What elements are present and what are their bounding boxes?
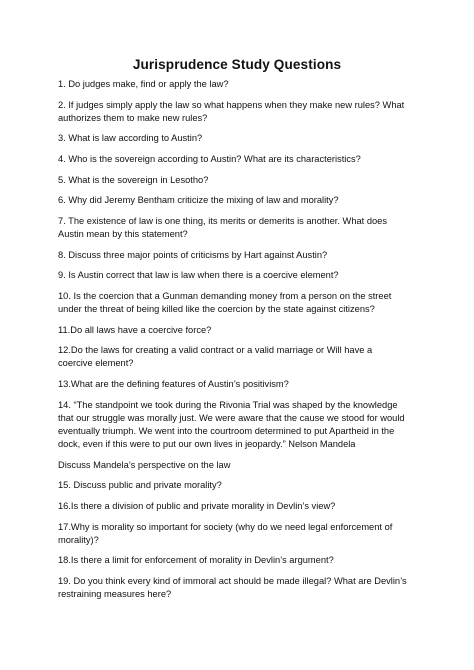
question-line: dock, even if this were to put our own lives in jeopardy.” Nelson Mandela: [58, 439, 356, 450]
question-item: [58, 194, 428, 207]
question-line: 11.Do all laws have a coercive force?: [58, 324, 212, 335]
question-line: 6. Why did Jeremy Bentham criticize the mixing of law and morality?: [58, 195, 339, 206]
question-item: [58, 324, 428, 337]
question-item: [58, 378, 428, 391]
question-line: 9. Is Austin correct that law is law when there is a coercive element?: [58, 270, 339, 281]
question-line: 18.Is there a limit for enforcement of morality in Devlin’s argument?: [58, 555, 334, 566]
question-line: 8. Discuss three major points of criticisms by Hart against Austin?: [58, 249, 328, 260]
question-item: [58, 459, 428, 472]
question-line: 2. If judges simply apply the law so what happens when they make new rules? What: [58, 99, 405, 110]
question-line: morality)?: [58, 534, 99, 545]
question-line: 13.What are the defining features of Austin’s positivism?: [58, 378, 289, 389]
question-item: [58, 132, 428, 145]
question-item: [58, 269, 428, 282]
question-line: 14. “The standpoint we took during the Rivonia Trial was shaped by the knowledge: [58, 399, 398, 410]
question-item: [58, 99, 428, 125]
question-list: [58, 78, 428, 609]
question-item: [58, 78, 428, 91]
question-line: restraining measures here?: [58, 589, 172, 600]
question-line: 15. Discuss public and private morality?: [58, 480, 222, 491]
question-item: [58, 521, 428, 547]
question-item: [58, 479, 428, 492]
question-item: [58, 249, 428, 262]
question-item: [58, 554, 428, 567]
question-line: 1. Do judges make, find or apply the law?: [58, 79, 229, 89]
question-line: 17.Why is morality so important for society (why do we need legal enforcement of: [58, 521, 393, 532]
question-line: eventually triumph. We went into the courtroom determined to put Apartheid in the: [58, 425, 395, 436]
question-item: [58, 344, 428, 370]
question-item: [58, 153, 428, 166]
question-item: [58, 215, 428, 241]
question-item: [58, 575, 428, 601]
question-item: [58, 500, 428, 513]
question-line: Austin mean by this statement?: [58, 228, 188, 239]
question-line: Discuss Mandela’s perspective on the law: [58, 459, 231, 470]
question-item: [58, 174, 428, 187]
question-item: [58, 290, 428, 316]
question-line: 4. Who is the sovereign according to Austin? What are its characteristics?: [58, 153, 361, 164]
question-line: 12.Do the laws for creating a valid contract or a valid marriage or Will have a: [58, 345, 373, 356]
question-line: 16.Is there a division of public and private morality in Devlin’s view?: [58, 500, 336, 511]
question-line: 7. The existence of law is one thing, its merits or demerits is another. What does: [58, 215, 387, 226]
question-line: coercive element?: [58, 358, 134, 369]
question-line: authorizes them to make new rules?: [58, 112, 208, 123]
question-line: 5. What is the sovereign in Lesotho?: [58, 174, 209, 185]
question-line: 10. Is the coercion that a Gunman demanding money from a person on the street: [58, 290, 392, 301]
question-line: that our struggle was morally just. We were aware that the cause we stood for would: [58, 412, 405, 423]
document-title: Jurisprudence Study Questions: [132, 57, 342, 72]
question-line: 19. Do you think every kind of immoral act should be made illegal? What are Devlin’s: [58, 575, 407, 586]
question-line: 3. What is law according to Austin?: [58, 133, 203, 144]
question-item: [58, 399, 428, 452]
question-line: under the threat of being killed like the coercion by the state against citizens?: [58, 303, 375, 314]
